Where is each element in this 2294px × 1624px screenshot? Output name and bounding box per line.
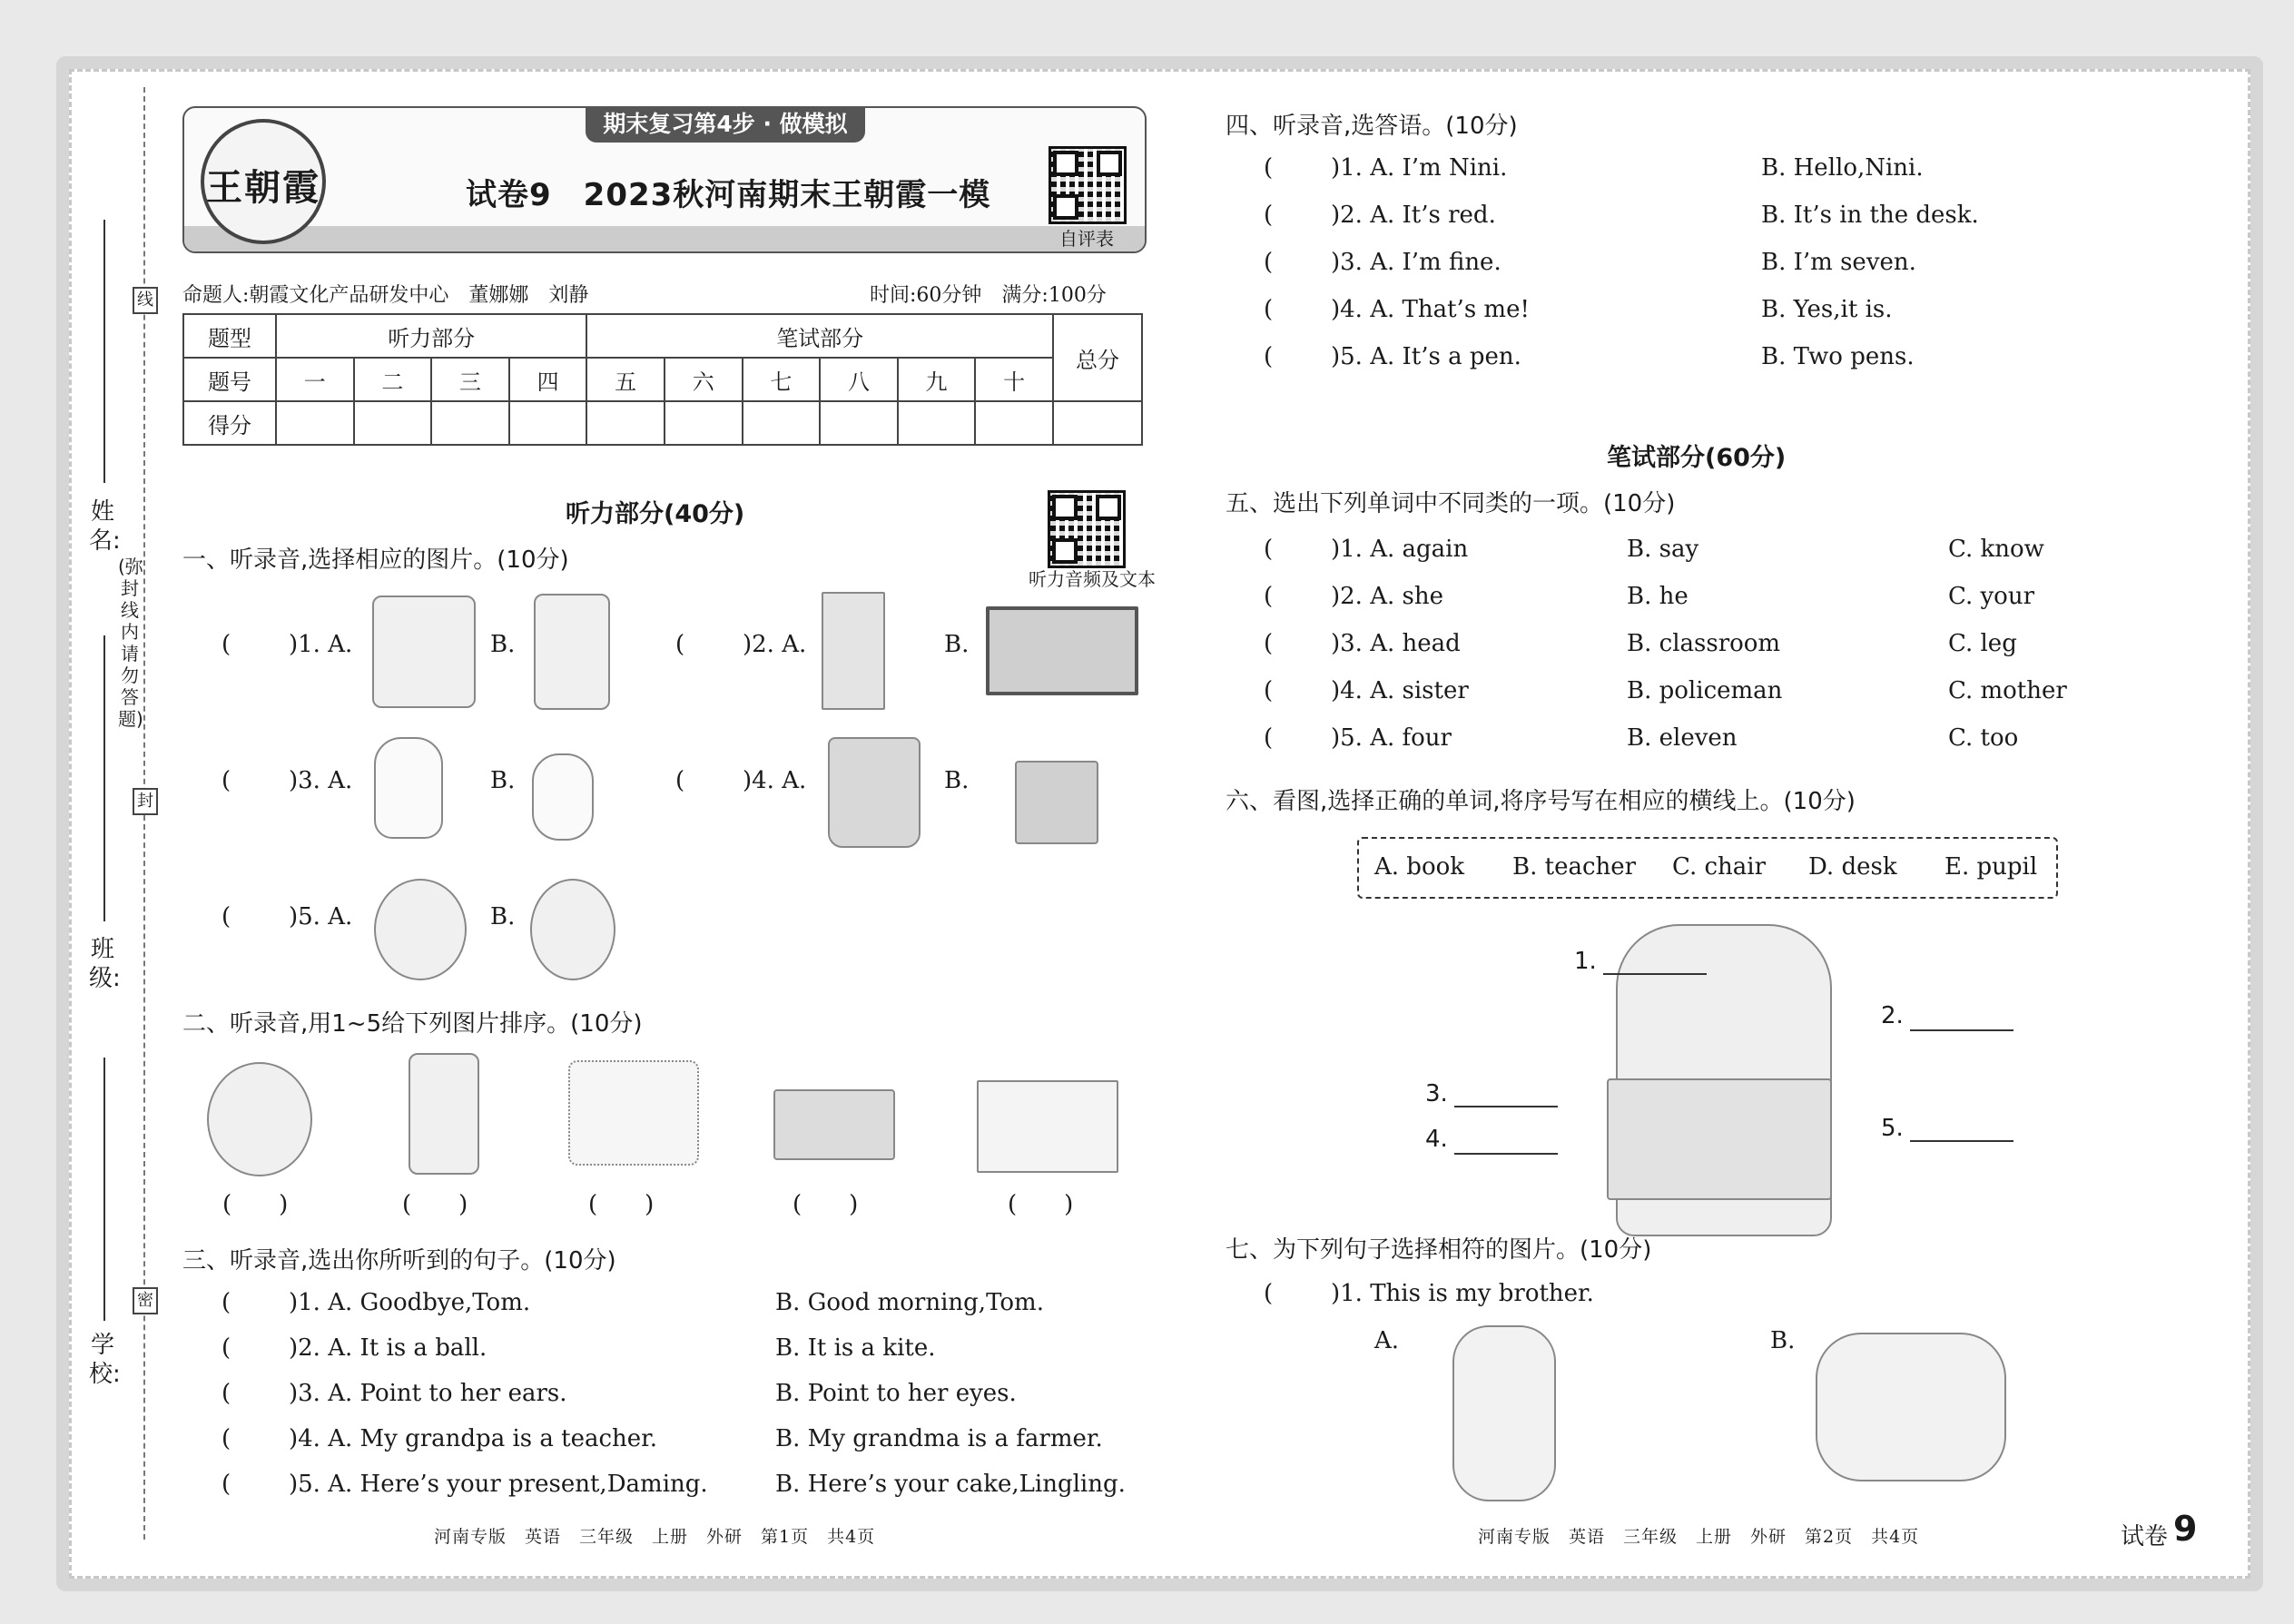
label-1: 1. — [1574, 948, 1597, 975]
q5-paren: ( — [1264, 677, 1274, 704]
bag-image — [828, 737, 921, 848]
q4-paren: ( — [1264, 296, 1274, 323]
q3-item4-a: )4. A. My grandpa is a teacher. — [289, 1425, 658, 1452]
q1-item5-b: B. — [490, 903, 516, 930]
desk-image — [1607, 1078, 1832, 1200]
listening-audio-qr-icon — [1048, 490, 1126, 568]
q2-blank[interactable]: ( ) — [793, 1191, 859, 1218]
q5-title: 五、选出下列单词中不同类的一项。(10分) — [1226, 490, 1676, 517]
q1-paren: ( — [222, 767, 231, 794]
sick-boy-image — [530, 879, 615, 980]
dogs-image — [568, 1060, 699, 1166]
hand-image — [374, 737, 443, 839]
boy-eating-image — [207, 1062, 312, 1176]
name-field[interactable] — [103, 220, 105, 483]
writing-heading: 笔试部分(60分) — [1607, 444, 1787, 472]
q5-item4-a: )4. A. sister — [1331, 677, 1469, 704]
paper-header — [182, 106, 1147, 253]
happy-girl-image — [374, 879, 467, 980]
answer-line-3[interactable] — [1454, 1106, 1558, 1107]
q3-item4-b: B. My grandma is a farmer. — [775, 1425, 1103, 1452]
q4-item2-a: )2. A. It’s red. — [1331, 202, 1496, 229]
q3-paren: ( — [222, 1471, 231, 1498]
cell-q-number: 九 — [898, 358, 976, 401]
footer-left: 河南专版 英语 三年级 上册 外研 第1页 共4页 — [434, 1527, 876, 1547]
q1-paren: ( — [675, 767, 685, 794]
name-label: 姓名: — [89, 498, 121, 555]
score-input[interactable] — [431, 401, 509, 445]
q3-item3-b: B. Point to her eyes. — [775, 1380, 1017, 1407]
label-3: 3. — [1425, 1080, 1448, 1107]
q4-paren: ( — [1264, 154, 1274, 182]
q3-item1-b: B. Good morning,Tom. — [775, 1289, 1044, 1316]
q1-item3-label: )3. A. — [289, 767, 353, 794]
q2-blank[interactable]: ( ) — [222, 1191, 289, 1218]
score-input[interactable] — [586, 401, 665, 445]
cell-type-label: 题型 — [183, 314, 276, 358]
paper-title: 试卷9 2023秋河南期末王朝霞一模 — [466, 177, 991, 213]
q5-item1-c: C. know — [1948, 536, 2044, 563]
q5-paren: ( — [1264, 724, 1274, 752]
q7-title: 七、为下列句子选择相符的图片。(10分) — [1226, 1236, 1652, 1264]
cell-listening: 听力部分 — [276, 314, 586, 358]
q3-item2-b: B. It is a kite. — [775, 1334, 936, 1362]
q1-title: 一、听录音,选择相应的图片。(10分) — [182, 546, 569, 574]
q5-item5-a: )5. A. four — [1331, 724, 1452, 752]
cell-q-number: 五 — [586, 358, 665, 401]
q5-item3-b: B. classroom — [1627, 630, 1781, 657]
score-input[interactable] — [276, 401, 354, 445]
self-evaluation-qr-icon — [1049, 146, 1127, 224]
school-field[interactable] — [103, 1058, 105, 1321]
q2-blank[interactable]: ( ) — [1008, 1191, 1074, 1218]
q2-title: 二、听录音,用1~5给下列图片排序。(10分) — [182, 1010, 643, 1038]
paper-number: 9 — [2173, 1509, 2198, 1549]
q1-paren: ( — [222, 903, 231, 930]
answer-line-5[interactable] — [1910, 1140, 2013, 1142]
q1-paren: ( — [222, 631, 231, 658]
q1-item4-label: )4. A. — [743, 767, 807, 794]
cell-q-number: 七 — [743, 358, 821, 401]
q5-item1-a: )1. A. again — [1331, 536, 1469, 563]
school-label: 学校: — [89, 1332, 121, 1388]
q3-item5-b: B. Here’s your cake,Lingling. — [775, 1471, 1126, 1498]
brand-seal-logo — [201, 119, 326, 244]
q3-paren: ( — [222, 1334, 231, 1362]
q3-title: 三、听录音,选出你所听到的句子。(10分) — [182, 1247, 616, 1275]
q5-item3-c: C. leg — [1948, 630, 2017, 657]
cell-q-number: 八 — [820, 358, 898, 401]
q3-paren: ( — [222, 1425, 231, 1452]
cell-total: 总分 — [1053, 314, 1142, 401]
cell-q-number: 二 — [354, 358, 432, 401]
cell-q-number: 三 — [431, 358, 509, 401]
cell-q-number: 四 — [509, 358, 587, 401]
class-field[interactable] — [103, 635, 105, 921]
label-4: 4. — [1425, 1126, 1448, 1153]
q3-item5-a: )5. A. Here’s your present,Daming. — [289, 1471, 708, 1498]
cut-mark-seal: 封 — [133, 788, 158, 815]
q2-blank[interactable]: ( ) — [588, 1191, 655, 1218]
q4-item1-a: )1. A. I’m Nini. — [1331, 154, 1508, 182]
q7-paren: ( — [1264, 1280, 1274, 1307]
cook-image — [534, 594, 610, 710]
word-option: B. teacher — [1512, 853, 1637, 881]
paper-label: 试卷 — [2121, 1523, 2169, 1550]
word-option: C. chair — [1672, 853, 1767, 881]
cell-q-number: 十 — [975, 358, 1053, 401]
score-input[interactable] — [354, 401, 432, 445]
cell-score-label: 得分 — [183, 401, 276, 445]
score-input[interactable] — [975, 401, 1053, 445]
word-option: D. desk — [1808, 853, 1897, 881]
q6-title: 六、看图,选择正确的单词,将序号写在相应的横线上。(10分) — [1226, 788, 1856, 815]
word-option: E. pupil — [1944, 853, 2038, 881]
score-input[interactable] — [743, 401, 821, 445]
q3-item3-a: )3. A. Point to her ears. — [289, 1380, 567, 1407]
gift-box-image — [1015, 761, 1098, 844]
nose-image — [532, 753, 594, 841]
q3-paren: ( — [222, 1380, 231, 1407]
q5-item2-c: C. your — [1948, 583, 2035, 610]
door-image — [822, 592, 885, 710]
q4-paren: ( — [1264, 202, 1274, 229]
time-score: 时间:60分钟 满分:100分 — [870, 284, 1107, 307]
q5-item1-b: B. say — [1627, 536, 1699, 563]
boy-with-lanterns-image — [1816, 1333, 2006, 1481]
answer-line-1[interactable] — [1603, 973, 1707, 975]
q1-item2-b: B. — [944, 631, 970, 658]
q5-item4-b: B. policeman — [1627, 677, 1783, 704]
score-input[interactable] — [665, 401, 743, 445]
q5-paren: ( — [1264, 536, 1274, 563]
answer-line-4[interactable] — [1454, 1153, 1558, 1155]
binding-warning: (弥封线内请勿答题) — [118, 556, 143, 730]
cell-q-number: 一 — [276, 358, 354, 401]
series-tab: 期末复习第4步 · 做模拟 — [586, 106, 865, 143]
q7-option-a: A. — [1374, 1327, 1400, 1354]
blackboard-image — [986, 606, 1138, 695]
seal-text: 王朝霞 — [206, 166, 320, 209]
q1-item5-label: )5. A. — [289, 903, 353, 930]
q5-item3-a: )3. A. head — [1331, 630, 1461, 657]
q4-item2-b: B. It’s in the desk. — [1761, 202, 1979, 229]
q4-item4-b: B. Yes,it is. — [1761, 296, 1893, 323]
q4-item1-b: B. Hello,Nini. — [1761, 154, 1924, 182]
q5-paren: ( — [1264, 583, 1274, 610]
cut-mark-line: 线 — [133, 287, 158, 314]
total-score-input[interactable] — [1053, 401, 1142, 445]
q2-blank[interactable]: ( ) — [402, 1191, 468, 1218]
q1-item4-b: B. — [944, 767, 970, 794]
cell-q-number: 六 — [665, 358, 743, 401]
woman-driving-image — [372, 595, 476, 708]
doctor-image — [409, 1053, 479, 1175]
q7-option-b: B. — [1770, 1327, 1796, 1354]
cut-mark-secret: 密 — [133, 1287, 158, 1314]
q4-paren: ( — [1264, 343, 1274, 370]
footer-right: 河南专版 英语 三年级 上册 外研 第2页 共4页 — [1478, 1527, 1920, 1547]
school-building-image — [977, 1080, 1118, 1173]
qr-caption: 自评表 — [1059, 228, 1114, 250]
q3-item2-a: )2. A. It is a ball. — [289, 1334, 487, 1362]
listening-qr-caption: 听力音频及文本 — [1029, 568, 1156, 590]
q5-paren: ( — [1264, 630, 1274, 657]
class-label: 班级: — [89, 936, 121, 992]
cell-writing: 笔试部分 — [586, 314, 1053, 358]
q1-item3-b: B. — [490, 767, 516, 794]
girl-with-lanterns-image — [1452, 1325, 1556, 1501]
q5-item5-c: C. too — [1948, 724, 2019, 752]
q4-item5-b: B. Two pens. — [1761, 343, 1915, 370]
q3-paren: ( — [222, 1289, 231, 1316]
q1-item1-label: )1. A. — [289, 631, 353, 658]
q4-title: 四、听录音,选答语。(10分) — [1226, 113, 1518, 140]
answer-line-2[interactable] — [1910, 1029, 2013, 1031]
score-input[interactable] — [820, 401, 898, 445]
q4-item3-a: )3. A. I’m fine. — [1331, 249, 1501, 276]
q1-item1-b: B. — [490, 631, 516, 658]
q3-item1-a: )1. A. Goodbye,Tom. — [289, 1289, 531, 1316]
score-table — [182, 313, 1143, 446]
q4-item4-a: )4. A. That’s me! — [1331, 296, 1530, 323]
word-option: A. book — [1374, 853, 1465, 881]
score-input[interactable] — [898, 401, 976, 445]
q1-paren: ( — [675, 631, 685, 658]
q5-item2-b: B. he — [1627, 583, 1689, 610]
q1-item2-label: )2. A. — [743, 631, 807, 658]
q4-paren: ( — [1264, 249, 1274, 276]
q4-item5-a: )5. A. It’s a pen. — [1331, 343, 1521, 370]
q4-item3-b: B. I’m seven. — [1761, 249, 1916, 276]
q7-item1: )1. This is my brother. — [1331, 1280, 1594, 1307]
car-on-book-image — [773, 1089, 895, 1160]
authors: 命题人:朝霞文化产品研发中心 董娜娜 刘静 — [182, 284, 589, 307]
label-2: 2. — [1881, 1002, 1904, 1029]
q5-item2-a: )2. A. she — [1331, 583, 1443, 610]
listening-heading: 听力部分(40分) — [566, 500, 745, 528]
cell-number-label: 题号 — [183, 358, 276, 401]
score-input[interactable] — [509, 401, 587, 445]
q5-item5-b: B. eleven — [1627, 724, 1738, 752]
label-5: 5. — [1881, 1115, 1904, 1142]
q5-item4-c: C. mother — [1948, 677, 2067, 704]
